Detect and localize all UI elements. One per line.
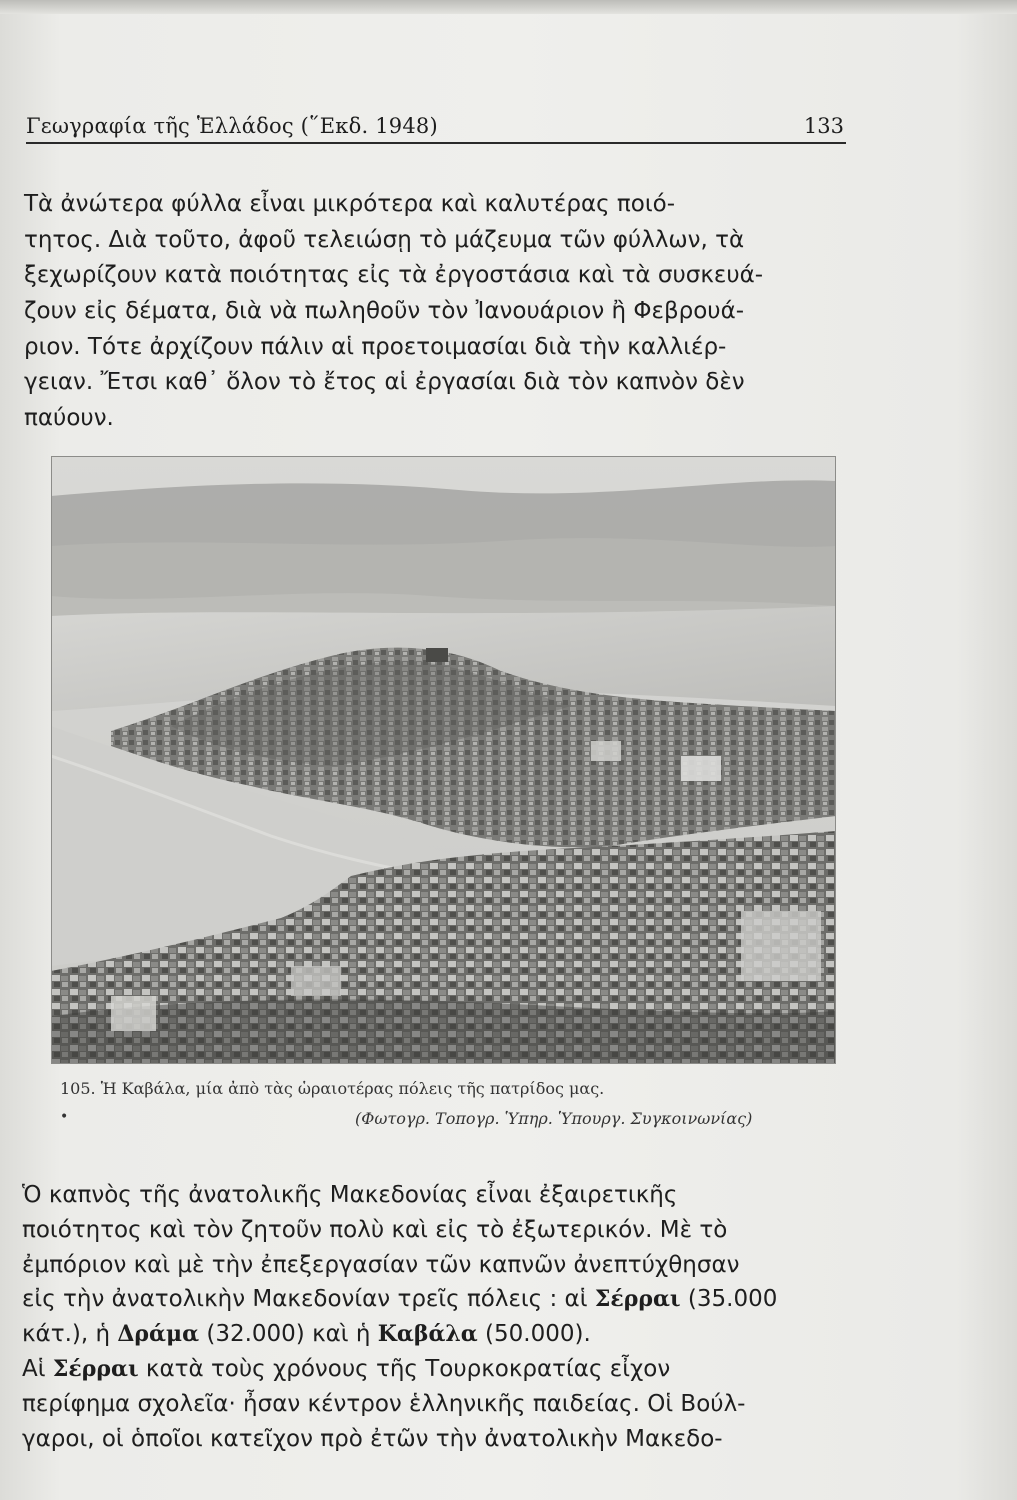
text-line: γαροι, οἱ ὁποῖοι κατεῖχον πρὸ ἐτῶν τὴν ἀνατολικὴν Μακεδο- — [22, 1425, 723, 1452]
city-name-serres: Σέρραι — [594, 1286, 681, 1313]
text-fragment: (50.000). — [477, 1321, 591, 1348]
paragraph-tobacco-leaves — [24, 187, 854, 437]
text-fragment: εἰς τὴν ἀνατολικὴν Μακεδονίαν τρεῖς πόλεις : αἱ — [22, 1286, 595, 1313]
city-name-drama: Δράμα — [117, 1321, 200, 1348]
city-name-kavala: Καβάλα — [377, 1321, 478, 1348]
page-number: 133 — [803, 114, 844, 138]
text-line — [22, 1282, 862, 1317]
text-fragment: κάτ.), ἡ — [22, 1321, 118, 1348]
text-line: Ὁ καπνὸς τῆς ἀνατολικῆς Μακεδονίας εἶναι ἐξαιρετικῆς — [22, 1182, 678, 1208]
text-line: ζουν εἰς δέματα, διὰ νὰ πωληθοῦν τὸν Ἰανουάριον ἢ Φεβρουά- — [24, 298, 745, 325]
text-line: ξεχωρίζουν κατὰ ποιότητας εἰς τὰ ἐργοστάσια καὶ τὰ συσκευά- — [24, 262, 764, 289]
text-line: παύουν. — [24, 405, 114, 432]
text-fragment: (35.000 — [680, 1286, 778, 1313]
page-edge-shadow — [0, 0, 1017, 14]
text-line: τητος. Διὰ τοῦτο, ἀφοῦ τελειώσῃ τὸ μάζευμα τῶν φύλλων, τὰ — [24, 226, 745, 253]
text-line: περίφημα σχολεῖα· ἦσαν κέντρον ἑλληνικῆς παιδείας. Οἱ Βούλ- — [22, 1390, 746, 1417]
text-line: ριον. Τότε ἀρχίζουν πάλιν αἱ προετοιμασίαι διὰ τὴν καλλιέρ- — [24, 333, 727, 360]
text-line — [22, 1352, 862, 1387]
running-title: Γεωγραφία τῆς Ἑλλάδος (῞Εκδ. 1948) — [26, 114, 438, 138]
text-line: ποιότητος καὶ τὸν ζητοῦν πολὺ καὶ εἰς τὸ ἐξωτερικόν. Μὲ τὸ — [22, 1216, 728, 1243]
paragraph-macedonia-tobacco — [22, 1178, 862, 1456]
text-fragment: κατὰ τοὺς χρόνους τῆς Τουρκοκρατίας εἶχον — [138, 1355, 671, 1382]
text-line: Τὰ ἀνώτερα φύλλα εἶναι μικρότερα καὶ καλυτέρας ποιό- — [24, 191, 675, 217]
text-fragment: Αἱ — [22, 1355, 53, 1382]
kavala-photograph — [51, 456, 836, 1064]
photo-credit: (Φωτογρ. Τοπογρ. Ὑπηρ. Ὑπουργ. Συγκοινωνίας) — [355, 1109, 753, 1128]
text-line: γειαν. Ἔτσι καθ᾽ ὅλον τὸ ἔτος αἱ ἐργασίαι διὰ τὸν καπνὸν δὲν — [24, 369, 745, 396]
text-line — [22, 1317, 862, 1352]
caption-bullet: • — [60, 1109, 69, 1125]
caption-text: 105. Ἡ Καβάλα, μία ἀπὸ τὰς ὡραιοτέρας πόλεις τῆς πατρίδος μας. — [60, 1079, 605, 1098]
text-fragment: (32.000) καὶ ἡ — [199, 1321, 378, 1348]
city-name-serres: Σέρραι — [52, 1355, 139, 1382]
text-line: ἐμπόριον καὶ μὲ τὴν ἐπεξεργασίαν τῶν καπνῶν ἀνεπτύχθησαν — [22, 1251, 740, 1278]
running-head — [26, 112, 846, 144]
